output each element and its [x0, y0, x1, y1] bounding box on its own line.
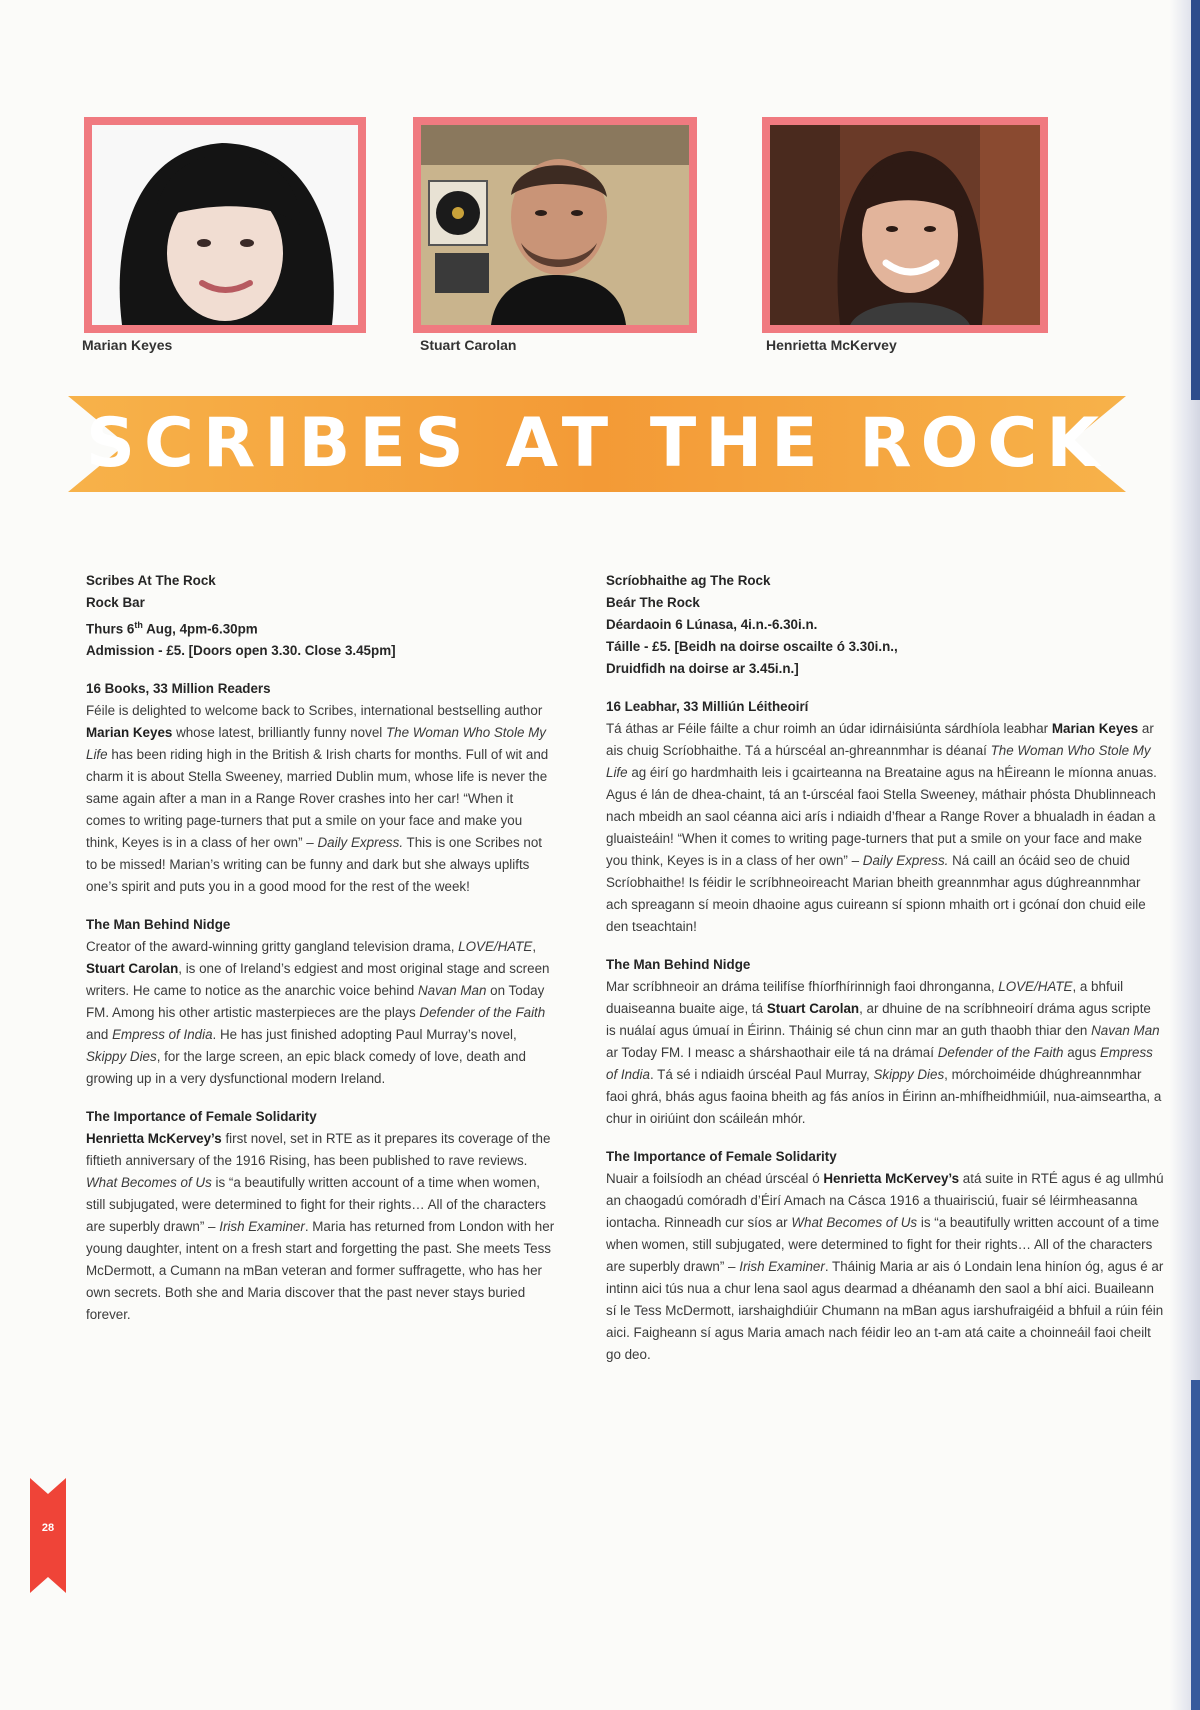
- photo-henrietta-mckervey: [762, 117, 1048, 333]
- section-man-behind-nidge-ga: [606, 954, 1164, 1130]
- section-heading: The Man Behind Nidge: [606, 957, 751, 972]
- event-title: Scríobhaithe ag The Rock: [606, 573, 771, 588]
- section-heading: 16 Leabhar, 33 Milliún Léitheoirí: [606, 699, 809, 714]
- event-date: Déardaoin 6 Lúnasa, 4i.n.-6.30i.n.: [606, 617, 818, 632]
- section-female-solidarity-ga: [606, 1146, 1164, 1366]
- event-admission: Admission - £5. [Doors open 3.30. Close 3.45pm]: [86, 643, 396, 659]
- section-female-solidarity: [86, 1106, 556, 1326]
- section-body: Féile is delighted to welcome back to Scribes, international bestselling author Marian Keyes whose latest, brilliantly funny novel The Woman Who Stole My Life has been riding high in the British & Irish charts for months. Full of wit and charm it is about Stella Sweeney, married Dublin mum, whose life is never the same again after a man in a Range Rover crashes into her car! “When it comes to writing page-turners that put a smile on your face and make you think, Keyes is in a class of her own” – Daily Express. This is one Scribes not to be missed! Marian’s writing can be funny and dark but she always uplifts one’s spirit and puts you in a good mood for the rest of the week!: [86, 703, 549, 895]
- section-heading: The Man Behind Nidge: [86, 917, 231, 933]
- portrait-woman-dark-hair: [92, 125, 358, 325]
- photo-stuart-carolan: [413, 117, 697, 333]
- caption-henrietta-mckervey: Henrietta McKervey: [766, 337, 897, 353]
- caption-stuart-carolan: Stuart Carolan: [420, 337, 517, 353]
- event-venue: Beár The Rock: [606, 595, 700, 610]
- section-body: Creator of the award-winning gritty gangland television drama, LOVE/HATE, Stuart Carolan, is one of Ireland’s edgiest and most original stage and screen writers. He came to notice as the anarchic voice behind Navan Man on Today FM. Among his other artistic masterpieces are the plays Defender of the Faith and Empress of India. He has just finished adopting Paul Murray’s novel, Skippy Dies, for the large screen, an epic black comedy of love, death and growing up in a very dysfunctional modern Ireland.: [86, 939, 550, 1087]
- section-body: Tá áthas ar Féile fáilte a chur roimh an údar idirnáisiúnta sárdhíola leabhar Marian Keyes ar ais chuig Scríobhaithe. Tá a húrscéal an-ghreannmhar is déanaí The Woman Who Stole My Life ag éirí go hardmhaith leis i gcairteanna na Breataine agus na hÉireann le míonna anuas. Agus é lán de dhea-chaint, tá an t-úrscéal faoi Stella Sweeney, máthair phósta Dhublinneach nach mbeidh an saol céanna aici arís i ndiaidh d’fhear a Range Rover a bhualadh in éadan a gluaisteáin! “When it comes to writing page-turners that put a smile on your face and make you think, Keyes is in a class of her own” – Daily Express. Ná caill an ócáid seo de chuid Scríobhaithe! Is féidir le scríbhneoireacht Marian bheith greannmhar agus dúghreannmhar ach spreagann sí meoin dhaoine agus cuireann sí spionn mhaith ort i gcónaí don chuid eile den tseachtain!: [606, 721, 1157, 934]
- next-page-edge-lower: [1191, 1380, 1200, 1710]
- section-man-behind-nidge: [86, 914, 556, 1090]
- section-body: Mar scríbhneoir an dráma teilifíse fhíorfhírinnigh faoi dhronganna, LOVE/HATE, a bhfuil duaiseanna buaite aige, tá Stuart Carolan, ar dhuine de na scríbhneoirí dráma agus scripte is nuálaí agus úmuaí in Éirinn. Tháinig sé chun cinn mar an guth thaobh thiar den Navan Man ar Today FM. I measc a shárshaothair eile tá na drámaí Defender of the Faith agus Empress of India. Tá sé i ndiaidh úrscéal Paul Murray, Skippy Dies, mórchoiméide dhúghreannmhar faoi ghrá, bhás agus faoina bheith ag fás aníos in Éirinn an-mhífheidhmiúil, nua-aimseartha, a chur in oiriúint don scáileán mhór.: [606, 979, 1162, 1126]
- event-close: Druidfidh na doirse ar 3.45i.n.]: [606, 661, 799, 676]
- section-16-leabhar: [606, 696, 1164, 938]
- next-page-edge: [1191, 0, 1200, 400]
- page-number-ribbon: [30, 1478, 66, 1593]
- irish-column: [606, 570, 1164, 1366]
- section-heading: The Importance of Female Solidarity: [86, 1109, 317, 1125]
- event-venue: Rock Bar: [86, 595, 145, 610]
- section-heading: 16 Books, 33 Million Readers: [86, 681, 271, 697]
- section-body: Nuair a foilsíodh an chéad úrscéal ó Henrietta McKervey’s atá suite in RTÉ agus é ag ullmhú an chaogadú comóradh d’Éirí Amach na Cásca 1916 a thuairisciú, fuair sé léirmheasanna iontacha. Rinneadh cur síos ar What Becomes of Us is “a beautifully written account of a time when women, still subjugated, were determined to fight for their rights… All of the characters are superbly drawn” – Irish Examiner. Tháinig Maria ar ais ó Londain lena hiníon óg, agus é ar intinn aici tús nua a chur lena saol agus dearmad a dhéanamh den saol a bhí aici. Buaileann sí le Tess McDermott, iarshaighdiúir Chumann na mBan agus iarshufraigéid a bhfuil a rúin féin aici. Faigheann sí agus Maria amach nach féidir leo an t-am atá caite a choinneáil faoi cheilt go deo.: [606, 1171, 1164, 1362]
- portrait-woman-smiling: [770, 125, 1040, 325]
- event-fee: Táille - £5. [Beidh na doirse oscailte ó 3.30i.n.,: [606, 639, 898, 654]
- section-body: Henrietta McKervey’s first novel, set in RTE as it prepares its coverage of the fiftieth anniversary of the 1916 Rising, has been published to rave reviews. What Becomes of Us is “a beautifully written account of a time when women, still subjugated, were determined to fight for their rights… All of the characters are superbly drawn” – Irish Examiner. Maria has returned from London with her young daughter, intent on a fresh start and forgetting the past. She meets Tess McDermott, a Cumann na mBan veteran and former suffragette, who has her own secrets. Both she and Maria discover that the past never stays buried forever.: [86, 1131, 555, 1323]
- english-column: [86, 570, 556, 1326]
- title-banner: [68, 396, 1126, 492]
- portrait-man-shaved-head: [421, 125, 689, 325]
- event-title: Scribes At The Rock: [86, 573, 216, 588]
- caption-marian-keyes: Marian Keyes: [82, 337, 173, 353]
- event-date: Thurs 6th Aug, 4pm-6.30pm: [86, 620, 258, 637]
- section-heading: The Importance of Female Solidarity: [606, 1149, 837, 1164]
- page-number: 28: [41, 1522, 55, 1534]
- banner-title: SCRIBES AT THE ROCK: [85, 404, 1109, 483]
- section-16-books: [86, 678, 556, 898]
- photo-marian-keyes: [84, 117, 366, 333]
